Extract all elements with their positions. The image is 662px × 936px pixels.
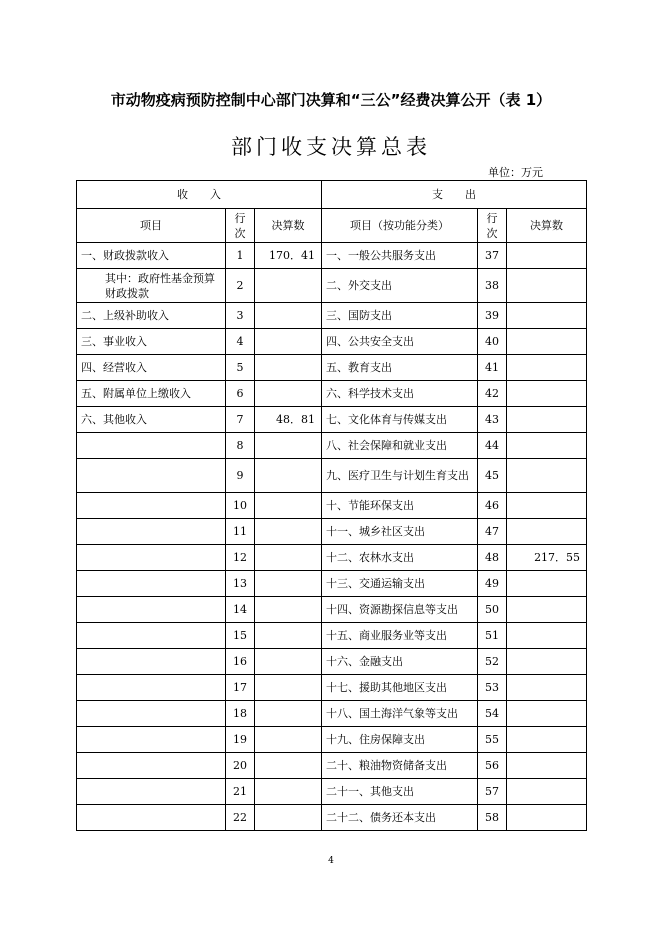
expenditure-item: 一、一般公共服务支出: [322, 243, 478, 269]
table-row: [77, 753, 587, 779]
income-line: 10: [226, 493, 255, 519]
expenditure-amount: [507, 597, 587, 623]
income-amount: [255, 727, 322, 753]
income-item: [77, 779, 226, 805]
expenditure-line: 57: [478, 779, 507, 805]
income-item: [77, 675, 226, 701]
income-amount: [255, 519, 322, 545]
income-line: 7: [226, 407, 255, 433]
table-row: [77, 727, 587, 753]
income-line: 18: [226, 701, 255, 727]
expenditure-line: 46: [478, 493, 507, 519]
column-header-row: [77, 209, 587, 243]
income-amount: [255, 329, 322, 355]
expenditure-item: 十二、农林水支出: [322, 545, 478, 571]
income-item: [77, 459, 226, 493]
income-line: 17: [226, 675, 255, 701]
table-row: [77, 649, 587, 675]
income-item: 六、其他收入: [77, 407, 226, 433]
table-row: [77, 243, 587, 269]
expenditure-amount: [507, 649, 587, 675]
income-item: [77, 545, 226, 571]
expenditure-section-header: 支 出: [322, 181, 587, 209]
table-row: [77, 519, 587, 545]
expenditure-line: 37: [478, 243, 507, 269]
expenditure-line: 58: [478, 805, 507, 831]
income-amount: [255, 779, 322, 805]
income-line: 21: [226, 779, 255, 805]
income-amount: [255, 303, 322, 329]
expenditure-amount: [507, 493, 587, 519]
budget-summary-table: [76, 180, 587, 831]
expenditure-line: 42: [478, 381, 507, 407]
expenditure-line: 53: [478, 675, 507, 701]
col-header-amount: 决算数: [255, 209, 322, 243]
col-header-exp-amount: 决算数: [507, 209, 587, 243]
income-item: [77, 753, 226, 779]
income-amount: [255, 269, 322, 303]
income-item: [77, 623, 226, 649]
col-header-line: 行次: [226, 209, 255, 243]
income-line: 22: [226, 805, 255, 831]
income-item: [77, 519, 226, 545]
income-amount: [255, 381, 322, 407]
income-amount: 170．41: [255, 243, 322, 269]
expenditure-line: 39: [478, 303, 507, 329]
table-row: [77, 433, 587, 459]
expenditure-item: 二、外交支出: [322, 269, 478, 303]
income-amount: [255, 701, 322, 727]
expenditure-line: 55: [478, 727, 507, 753]
expenditure-item: 二十一、其他支出: [322, 779, 478, 805]
expenditure-amount: [507, 433, 587, 459]
income-item: [77, 493, 226, 519]
income-amount: [255, 493, 322, 519]
table-title: 部门收支决算总表: [231, 135, 431, 159]
expenditure-amount: [507, 303, 587, 329]
income-amount: [255, 805, 322, 831]
expenditure-amount: [507, 269, 587, 303]
expenditure-amount: [507, 753, 587, 779]
expenditure-line: 56: [478, 753, 507, 779]
expenditure-item: 四、公共安全支出: [322, 329, 478, 355]
income-line: 1: [226, 243, 255, 269]
income-section-header: 收 入: [77, 181, 322, 209]
income-line: 9: [226, 459, 255, 493]
income-item: 一、财政拨款收入: [77, 243, 226, 269]
table-row: [77, 545, 587, 571]
table-row: [77, 597, 587, 623]
expenditure-amount: 217．55: [507, 545, 587, 571]
income-item: 二、上级补助收入: [77, 303, 226, 329]
table-row: [77, 571, 587, 597]
income-item: 其中：政府性基金预算财政拨款: [77, 269, 226, 303]
expenditure-item: 十五、商业服务业等支出: [322, 623, 478, 649]
income-line: 20: [226, 753, 255, 779]
income-item: [77, 701, 226, 727]
income-item: [77, 433, 226, 459]
income-line: 15: [226, 623, 255, 649]
expenditure-item: 八、社会保障和就业支出: [322, 433, 478, 459]
income-line: 5: [226, 355, 255, 381]
expenditure-amount: [507, 381, 587, 407]
expenditure-amount: [507, 459, 587, 493]
expenditure-line: 45: [478, 459, 507, 493]
table-row: [77, 381, 587, 407]
table-row: [77, 329, 587, 355]
income-item: [77, 805, 226, 831]
income-item: [77, 571, 226, 597]
page-number: 4: [328, 856, 334, 866]
income-item: 三、事业收入: [77, 329, 226, 355]
table-row: [77, 675, 587, 701]
section-header-row: [77, 181, 587, 209]
expenditure-line: 41: [478, 355, 507, 381]
col-header-exp-line: 行次: [478, 209, 507, 243]
income-line: 3: [226, 303, 255, 329]
income-line: 13: [226, 571, 255, 597]
income-item: [77, 597, 226, 623]
expenditure-item: 十、节能环保支出: [322, 493, 478, 519]
income-amount: [255, 433, 322, 459]
income-line: 14: [226, 597, 255, 623]
income-amount: [255, 623, 322, 649]
expenditure-amount: [507, 407, 587, 433]
expenditure-item: 七、文化体育与传媒支出: [322, 407, 478, 433]
income-line: 16: [226, 649, 255, 675]
income-line: 19: [226, 727, 255, 753]
expenditure-item: 十九、住房保障支出: [322, 727, 478, 753]
income-item: 五、附属单位上缴收入: [77, 381, 226, 407]
expenditure-line: 48: [478, 545, 507, 571]
col-header-exp-item: 项目（按功能分类）: [322, 209, 478, 243]
table-row: [77, 459, 587, 493]
expenditure-amount: [507, 329, 587, 355]
table-row: [77, 303, 587, 329]
table-row: [77, 269, 587, 303]
income-amount: [255, 649, 322, 675]
expenditure-amount: [507, 675, 587, 701]
expenditure-line: 50: [478, 597, 507, 623]
expenditure-line: 38: [478, 269, 507, 303]
col-header-item: 项目: [77, 209, 226, 243]
expenditure-item: 十四、资源勘探信息等支出: [322, 597, 478, 623]
expenditure-item: 十一、城乡社区支出: [322, 519, 478, 545]
expenditure-item: 三、国防支出: [322, 303, 478, 329]
income-amount: [255, 545, 322, 571]
expenditure-item: 六、科学技术支出: [322, 381, 478, 407]
income-amount: [255, 355, 322, 381]
table-row: [77, 779, 587, 805]
expenditure-amount: [507, 519, 587, 545]
expenditure-item: 十六、金融支出: [322, 649, 478, 675]
expenditure-line: 44: [478, 433, 507, 459]
expenditure-line: 40: [478, 329, 507, 355]
table-row: [77, 805, 587, 831]
income-amount: [255, 571, 322, 597]
document-title: 市动物疫病预防控制中心部门决算和“三公”经费决算公开（表 1）: [110, 91, 552, 109]
expenditure-amount: [507, 623, 587, 649]
expenditure-item: 五、教育支出: [322, 355, 478, 381]
expenditure-line: 43: [478, 407, 507, 433]
expenditure-amount: [507, 779, 587, 805]
income-item: 四、经营收入: [77, 355, 226, 381]
expenditure-line: 51: [478, 623, 507, 649]
expenditure-item: 九、医疗卫生与计划生育支出: [322, 459, 478, 493]
income-amount: [255, 597, 322, 623]
expenditure-item: 十三、交通运输支出: [322, 571, 478, 597]
income-line: 6: [226, 381, 255, 407]
income-amount: [255, 753, 322, 779]
expenditure-amount: [507, 571, 587, 597]
expenditure-amount: [507, 243, 587, 269]
expenditure-item: 二十二、债务还本支出: [322, 805, 478, 831]
expenditure-amount: [507, 355, 587, 381]
table-row: [77, 355, 587, 381]
expenditure-item: 十八、国土海洋气象等支出: [322, 701, 478, 727]
income-line: 4: [226, 329, 255, 355]
expenditure-line: 52: [478, 649, 507, 675]
income-line: 2: [226, 269, 255, 303]
income-line: 12: [226, 545, 255, 571]
table-row: [77, 407, 587, 433]
income-item: [77, 727, 226, 753]
income-item: [77, 649, 226, 675]
income-amount: 48．81: [255, 407, 322, 433]
income-line: 8: [226, 433, 255, 459]
expenditure-amount: [507, 727, 587, 753]
expenditure-amount: [507, 805, 587, 831]
expenditure-line: 54: [478, 701, 507, 727]
table-row: [77, 701, 587, 727]
table-row: [77, 493, 587, 519]
unit-label: 单位：万元: [488, 166, 543, 179]
expenditure-amount: [507, 701, 587, 727]
income-amount: [255, 459, 322, 493]
expenditure-item: 十七、援助其他地区支出: [322, 675, 478, 701]
expenditure-item: 二十、粮油物资储备支出: [322, 753, 478, 779]
table-row: [77, 623, 587, 649]
income-line: 11: [226, 519, 255, 545]
expenditure-line: 49: [478, 571, 507, 597]
expenditure-line: 47: [478, 519, 507, 545]
income-amount: [255, 675, 322, 701]
